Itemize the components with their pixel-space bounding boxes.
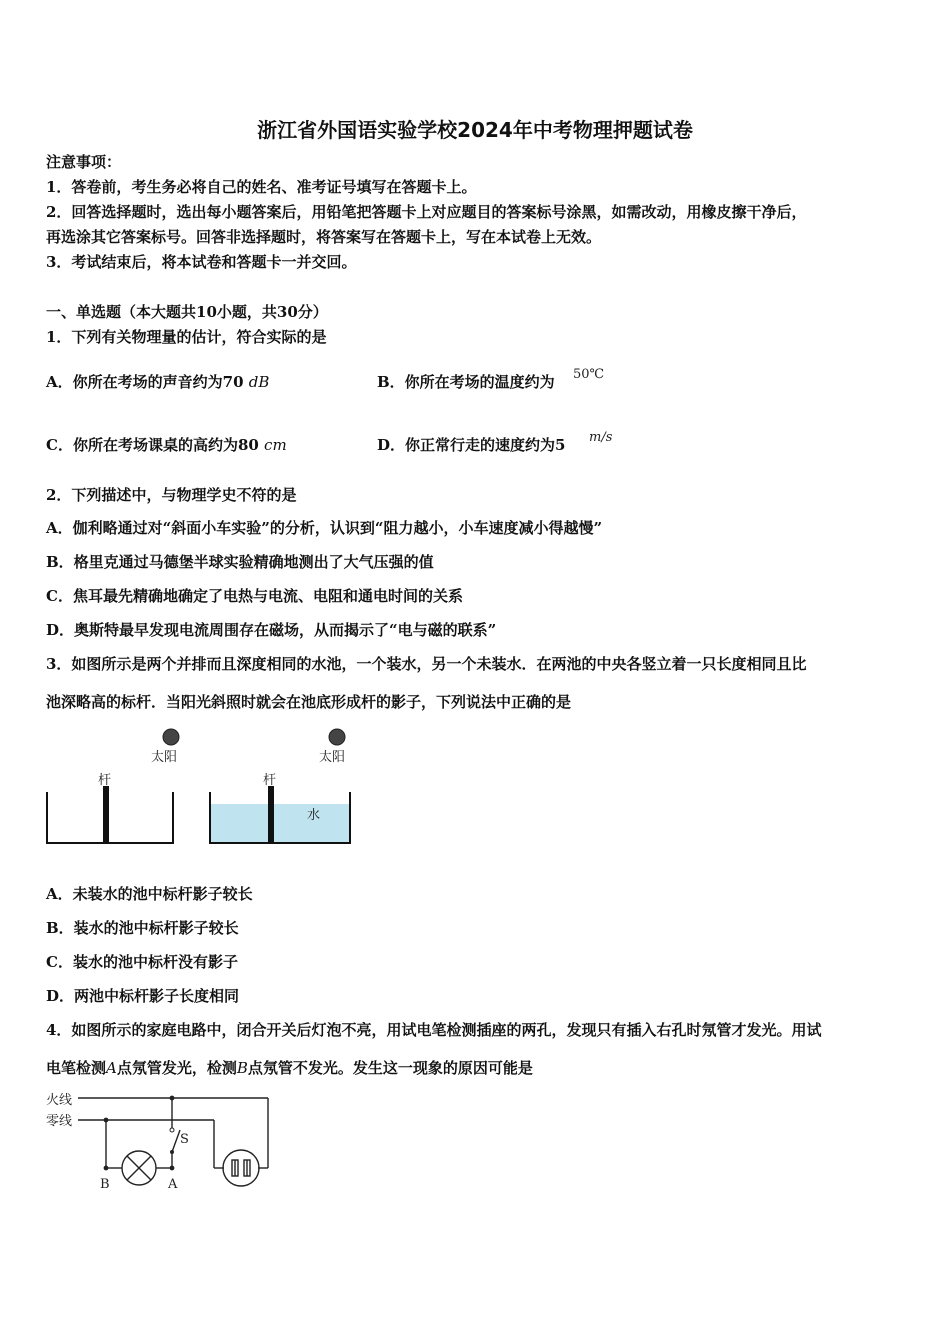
q2-option-a: A．伽利略通过对“斜面小车实验”的分析，认识到“阻力越小，小车速度减小得越慢” [46,519,603,537]
switch-label: S [180,1132,189,1147]
notice-item-2-line-2: 再选涂其它答案标号。回答非选择题时，将答案写在答题卡上，写在本试卷上无效。 [46,228,602,246]
q4-stem-part-1: 电笔检测 [46,1059,107,1077]
q2-stem: 2．下列描述中，与物理学史不符的是 [46,486,297,504]
rod-left [103,786,109,843]
notice-heading: 注意事项： [46,153,122,171]
rod-right [268,786,274,843]
water-label: 水 [307,808,321,823]
q1-option-b: B．你所在考场的温度约为 [377,373,555,391]
q4-circuit-figure [44,1088,284,1198]
empty-pool [47,792,173,843]
switch-contact [170,1128,174,1132]
sun-label-right: 太阳 [319,750,346,765]
q2-option-c: C．焦耳最先精确地确定了电热与电流、电阻和通电时间的关系 [46,587,463,605]
junction [104,1118,109,1123]
q1-option-d: D．你正常行走的速度约为5 [377,436,566,454]
q3-option-d: D．两池中标杆影子长度相同 [46,987,240,1005]
q3-pool-figure [40,722,360,852]
q1-option-c-text: C．你所在考场课桌的高约为80 [46,436,265,454]
live-wire-label: 火线 [46,1093,73,1108]
q1-option-a-text: A．你所在考场的声音约为70 [46,373,249,391]
sun-icon [329,729,345,745]
q1-option-a [46,373,269,391]
point-a-label: A [168,1177,178,1192]
q1-option-c [46,436,287,454]
notice-item-2-line-1: 2．回答选择题时，选出每小题答案后，用铅笔把答题卡上对应题目的答案标号涂黑，如需改动，用橡皮擦干净后， [46,203,807,221]
q4-stem-part-3: 点氖管不发光。发生这一现象的原因可能是 [247,1059,533,1077]
q2-option-d: D．奥斯特最早发现电流周围存在磁场，从而揭示了“电与磁的联系” [46,621,497,639]
rod-label-right: 杆 [263,773,277,788]
lamp-icon [122,1151,156,1185]
q4-stem-point-b: B [236,1059,248,1077]
section-heading: 一、单选题（本大题共10小题，共30分） [46,303,328,321]
q4-stem-point-a: A [106,1059,117,1077]
q4-stem-part-2: 点氖管发光，检测 [116,1059,237,1077]
point-b-dot [104,1166,109,1171]
q1-option-d-unit: m/s [589,430,613,445]
q3-option-a: A．未装水的池中标杆影子较长 [46,885,253,903]
q1-option-b-unit: 50℃ [573,367,605,382]
point-b-label: B [100,1177,110,1192]
notice-item-3: 3．考试结束后，将本试卷和答题卡一并交回。 [46,253,357,271]
q4-stem-line-1: 4．如图所示的家庭电路中，闭合开关后灯泡不亮，用试电笔检测插座的两孔，发现只有插入右孔时氖管才发光。用试 [46,1021,822,1039]
junction [170,1096,175,1101]
q3-option-c: C．装水的池中标杆没有影子 [46,953,238,971]
water [210,804,350,843]
q3-stem-line-2: 池深略高的标杆．当阳光斜照时就会在池底形成杆的影子，下列说法中正确的是 [46,693,572,711]
page-title: 浙江省外国语实验学校2024年中考物理押题试卷 [257,118,693,142]
q3-option-b: B．装水的池中标杆影子较长 [46,919,239,937]
socket [223,1150,259,1186]
q2-option-b: B．格里克通过马德堡半球实验精确地测出了大气压强的值 [46,553,434,571]
sun-icon [163,729,179,745]
rod-label-left: 杆 [98,773,112,788]
q1-option-c-unit: cm [264,436,287,454]
switch-pivot [170,1150,174,1154]
point-a-dot [170,1166,175,1171]
notice-item-1: 1．答卷前，考生务必将自己的姓名、准考证号填写在答题卡上。 [46,178,477,196]
q4-stem-line-2 [46,1059,533,1077]
q3-stem-line-1: 3．如图所示是两个并排而且深度相同的水池，一个装水，另一个未装水．在两池的中央各竖立着一只长度相同且比 [46,655,807,673]
q1-option-a-unit: dB [248,373,270,391]
sun-label-left: 太阳 [151,750,178,765]
neutral-wire-label: 零线 [46,1114,73,1129]
q1-stem: 1．下列有关物理量的估计，符合实际的是 [46,328,327,346]
switch [172,1130,180,1152]
